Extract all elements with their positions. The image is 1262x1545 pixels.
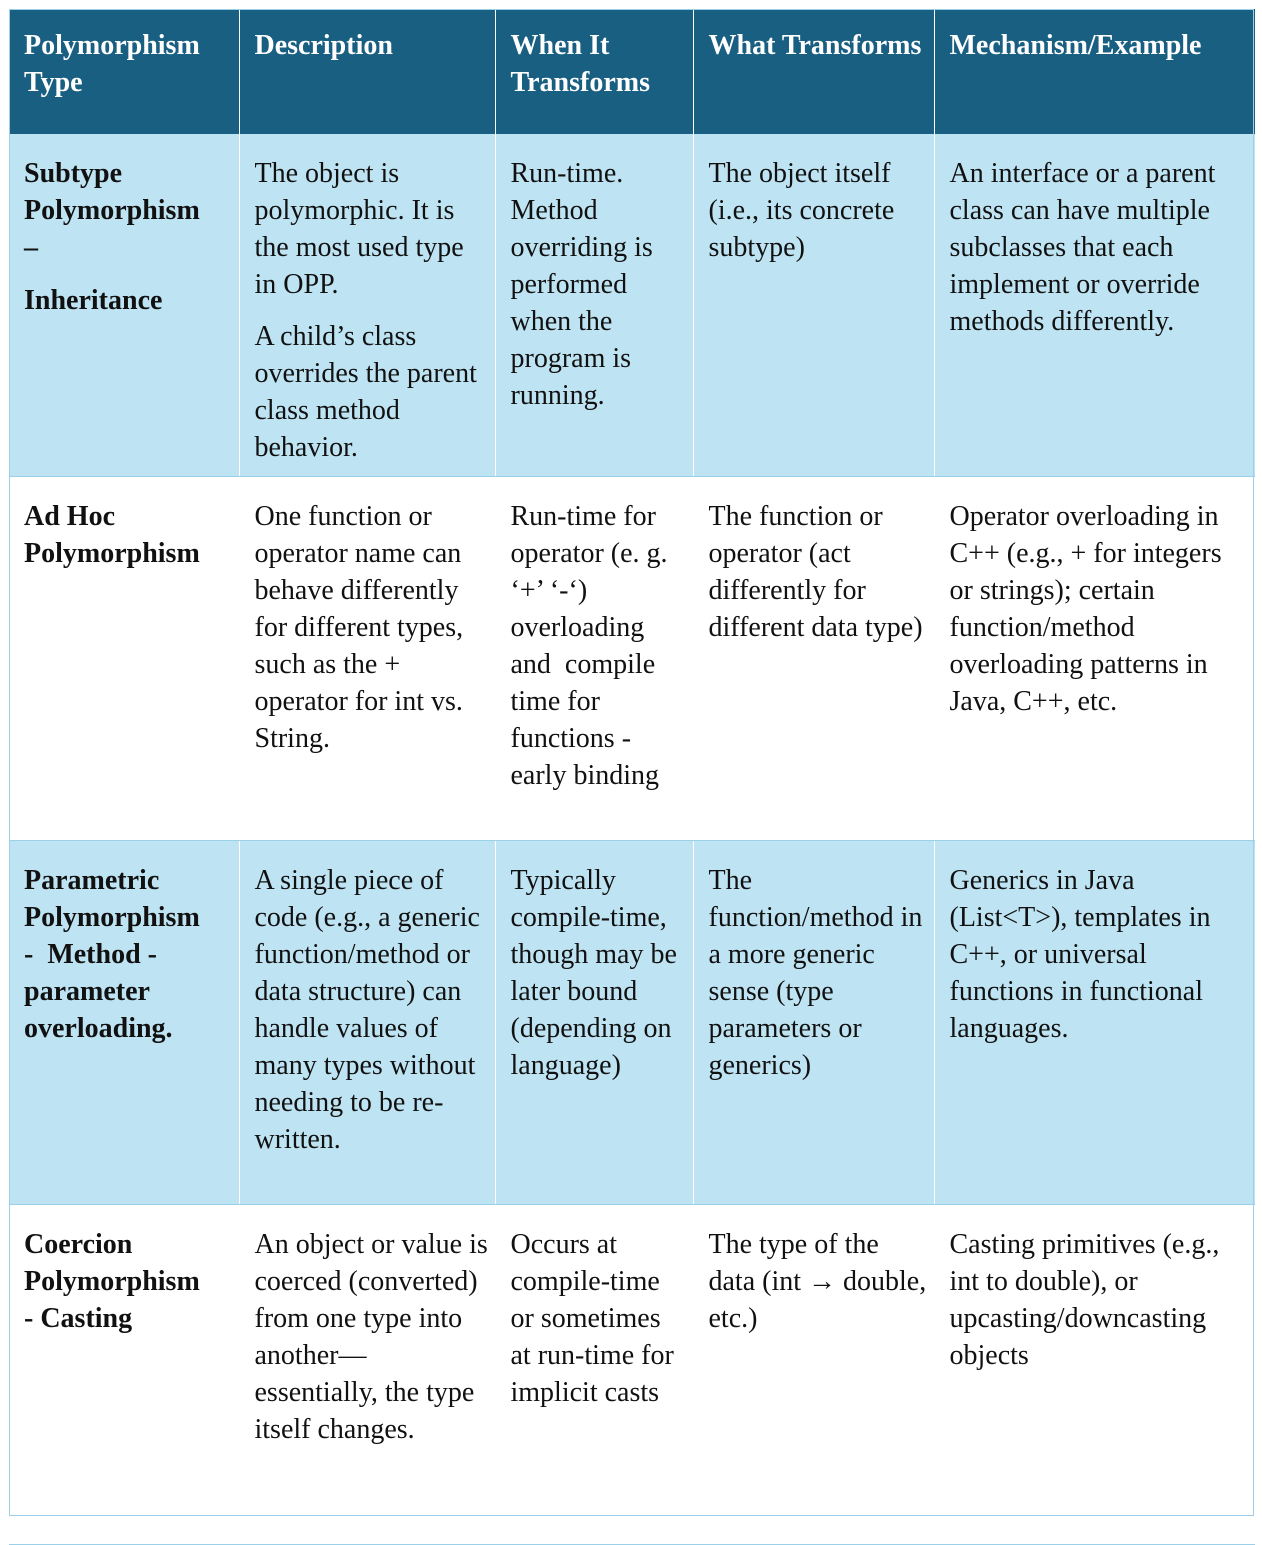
type-cell: [9, 477, 239, 841]
type-line: –: [24, 232, 38, 263]
type-line: Polymorphism: [24, 1266, 200, 1297]
description-cell: [239, 841, 495, 1205]
mechanism-cell: Generics in Java (List<T>), templates in C++, or universal functions in functional languages.: [934, 841, 1255, 1205]
header-what-transforms: What Transforms: [693, 9, 934, 134]
when-cell: Typically compile-time, though may be later bound (depending on language): [495, 841, 693, 1205]
what-cell: The type of the data (int → double, etc.): [693, 1205, 934, 1545]
when-cell: Run-time. Method overriding is performed when the program is running.: [495, 134, 693, 477]
polymorphism-table: [9, 9, 1255, 1545]
mechanism-cell: Operator overloading in C++ (e.g., + for integers or strings); certain function/method overloading patterns in Java, C++, etc.: [934, 477, 1255, 841]
table-row: [9, 1205, 1255, 1545]
description-cell: [239, 134, 495, 477]
type-line: parameter: [24, 976, 150, 1007]
type-line: Subtype: [24, 158, 123, 189]
type-cell: [9, 1205, 239, 1545]
description-cell: [239, 477, 495, 841]
type-line: Polymorphism: [24, 538, 200, 569]
type-cell: [9, 134, 239, 477]
description-paragraph: An object or value is coerced (converted) from one type into another—essentially, the type itself changes.: [254, 1229, 488, 1445]
description-paragraph: A single piece of code (e.g., a generic function/method or data structure) can handle values of many types without needing to be re-written.: [254, 865, 480, 1155]
when-cell: Occurs at compile-time or sometimes at run-time for implicit casts: [495, 1205, 693, 1545]
what-cell: The function or operator (act differently for different data type): [693, 477, 934, 841]
type-line: Ad Hoc: [24, 501, 115, 532]
type-line: - Method -: [24, 939, 157, 970]
table-row: [9, 477, 1255, 841]
type-line: overloading.: [24, 1013, 173, 1044]
description-paragraph: A child’s class overrides the parent class method behavior.: [254, 321, 477, 463]
type-line: - Casting: [24, 1303, 133, 1334]
table-row: [9, 134, 1255, 477]
type-cell: [9, 841, 239, 1205]
what-cell: The object itself (i.e., its concrete subtype): [693, 134, 934, 477]
header-description: Description: [239, 9, 495, 134]
mechanism-cell: Casting primitives (e.g., int to double), or upcasting/downcasting objects: [934, 1205, 1255, 1545]
type-line: Parametric: [24, 865, 160, 896]
header-row: [9, 9, 1255, 134]
description-cell: [239, 1205, 495, 1545]
table-row: [9, 841, 1255, 1205]
when-cell: Run-time for operator (e. g. ‘+’ ‘-‘) overloading and compile time for functions - early binding: [495, 477, 693, 841]
type-line: Polymorphism: [24, 195, 200, 226]
type-line: Polymorphism: [24, 902, 200, 933]
what-cell: The function/method in a more generic sense (type parameters or generics): [693, 841, 934, 1205]
header-mechanism-example: Mechanism/Example: [934, 9, 1255, 134]
type-line: Inheritance: [24, 285, 163, 316]
description-paragraph: One function or operator name can behave differently for different types, such as the + operator for int vs. String.: [254, 501, 464, 754]
mechanism-cell: An interface or a parent class can have multiple subclasses that each implement or override methods differently.: [934, 134, 1255, 477]
header-polymorphism-type: Polymorphism Type: [9, 9, 239, 134]
description-paragraph: The object is polymorphic. It is the most used type in OPP.: [254, 158, 464, 300]
type-line: Coercion: [24, 1229, 133, 1260]
header-when-it-transforms: When It Transforms: [495, 9, 693, 134]
